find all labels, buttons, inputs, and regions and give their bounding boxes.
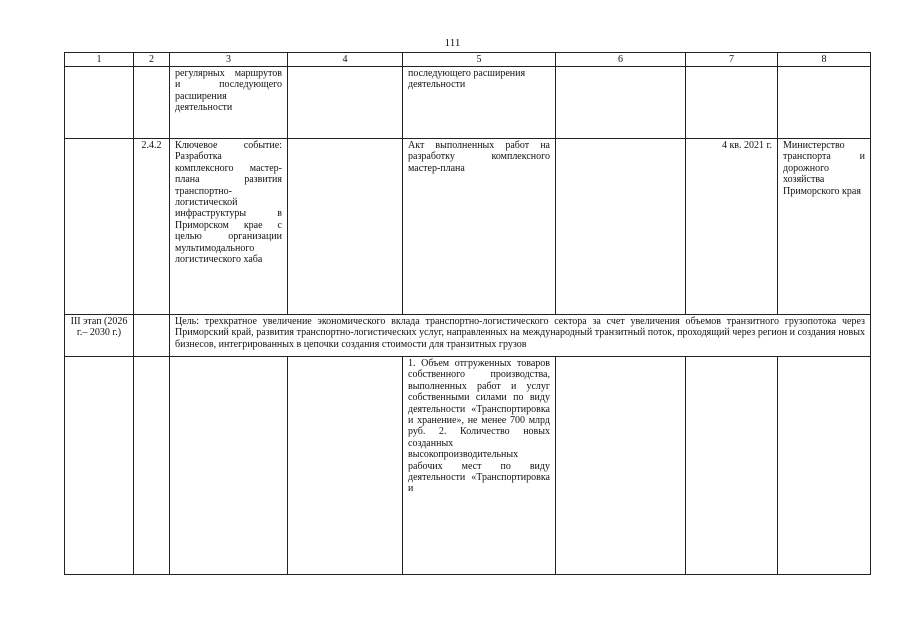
cell [288,67,403,139]
cell [65,357,134,575]
col-header-4: 4 [288,53,403,67]
cell [134,315,170,357]
cell [65,67,134,139]
table-row [65,67,871,139]
col-header-3: 3 [170,53,288,67]
cell [686,67,778,139]
cell-responsible: Министерство транспорта и дорожного хозяйства Приморского края [778,139,871,315]
cell [288,139,403,315]
cell [134,357,170,575]
column-header-row [65,53,871,67]
cell-activity: Ключевое событие: Разработка комплексного мастер-плана развития транспортно-логистической инфраструктуры в Приморском крае с целью организации мультимодального логистического хаба [170,139,288,315]
col-header-1: 1 [65,53,134,67]
col-header-6: 6 [556,53,686,67]
cell [134,67,170,139]
cell-result: Акт выполненных работ на разработку комплексного мастер-плана [403,139,556,315]
page-number: 111 [444,37,461,49]
cell [556,357,686,575]
col-header-8: 8 [778,53,871,67]
cell [686,357,778,575]
cell [288,357,403,575]
cell-indicators: 1. Объем отгруженных товаров собственного производства, выполненных работ и услуг собственными силами по виду деятельности «Транспортировка и хранение», не менее 700 млрд руб. 2. Количество новых созданных высокопроизводительных рабочих мест по виду деятельности «Транспортировка и [403,357,556,575]
table-row [65,315,871,357]
cell-stage: III этап (2026 г.– 2030 г.) [65,315,134,357]
cell [778,67,871,139]
cell [556,139,686,315]
col-header-2: 2 [134,53,170,67]
cell [556,67,686,139]
cell-goal: Цель: трехкратное увеличение экономического вклада транспортно-логистического сектора за счет увеличения объемов транзитного грузопотока через Приморский край, развития транспортно-логистических услуг, направленных на международный транзитный поток, проходящий через регион и создания новых бизнесов, интегрированных в цепочки создания стоимости для транзитных грузов [170,315,871,357]
plan-table [64,52,871,575]
table-row [65,357,871,575]
cell-activity: регулярных маршрутов и последующего расширения деятельности [170,67,288,139]
cell [778,357,871,575]
cell-deadline: 4 кв. 2021 г. [686,139,778,315]
col-header-7: 7 [686,53,778,67]
col-header-5: 5 [403,53,556,67]
cell-number: 2.4.2 [134,139,170,315]
cell [65,139,134,315]
cell [170,357,288,575]
cell-result: последующего расширения деятельности [403,67,556,139]
table-row [65,139,871,315]
